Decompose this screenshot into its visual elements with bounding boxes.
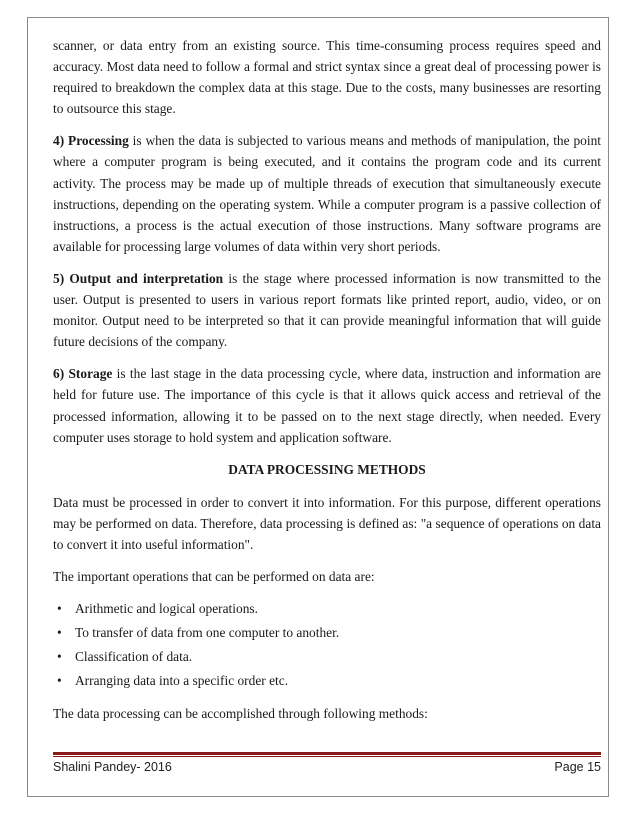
operations-list	[53, 598, 601, 691]
bullet-icon: •	[57, 649, 62, 665]
bullet-icon: •	[57, 625, 62, 641]
list-item: • To transfer of data from one computer to another.	[53, 622, 601, 643]
storage-text: is the last stage in the data processing cycle, where data, instruction and information are held for future use. The importance of this cycle is that it allows quick access and retrieval of the processed information, allowing it to be passed on to the next stage directly, when needed. Every computer uses storage to hold system and application software.	[53, 366, 601, 445]
paragraph-output	[53, 268, 601, 352]
bullet-icon: •	[57, 673, 62, 689]
footer-rule-thin	[53, 756, 601, 757]
footer-rule	[53, 752, 601, 755]
section-heading: DATA PROCESSING METHODS	[228, 461, 426, 477]
storage-label: 6) Storage	[53, 366, 113, 382]
bullet-icon: •	[57, 601, 62, 617]
processing-text: is when the data is subjected to various means and methods of manipulation, the point where a computer program is being executed, and it contains the program code and its current activity. The process may be made up of multiple threads of execution that simultaneously execute instructions, depending on the operating system. While a computer program is a passive collection of instructions, a process is the actual execution of those instructions. Many software programs are available for processing large volumes of data within very short periods.	[53, 133, 601, 254]
page-footer	[53, 760, 601, 774]
list-item: • Arranging data into a specific order etc.	[53, 670, 601, 691]
list-item: • Classification of data.	[53, 646, 601, 667]
list-item: • Arithmetic and logical operations.	[53, 598, 601, 619]
footer-author: Shalini Pandey- 2016	[53, 760, 172, 774]
paragraph-methods-intro: Data must be processed in order to convert it into information. For this purpose, different operations may be performed on data. Therefore, data processing is defined as: "a sequence of operations on data to convert it into useful information".	[53, 494, 601, 552]
paragraph-operations-intro: The important operations that can be performed on data are:	[53, 569, 375, 585]
paragraph-closing: The data processing can be accomplished through following methods:	[53, 705, 428, 721]
document-body	[53, 35, 601, 735]
output-text: is the stage where processed information is now transmitted to the user. Output is presented to users in various report formats like printed report, audio, video, or on monitor. Output need to be interpreted so that it can provide meaningful information that will guide future decisions of the company.	[53, 270, 601, 350]
paragraph-storage	[53, 363, 601, 447]
paragraph-processing	[53, 130, 601, 257]
paragraph-scanner: scanner, or data entry from an existing source. This time-consuming process requires speed and accuracy. Most data need to follow a formal and strict syntax since a great deal of processing power is required to breakdown the complex data at this stage. Due to the costs, many businesses are resorting to outsource this stage.	[53, 38, 601, 117]
footer-page-number: Page 15	[554, 760, 601, 774]
processing-label: 4) Processing	[53, 133, 129, 149]
output-label: 5) Output and interpretation	[53, 270, 224, 286]
